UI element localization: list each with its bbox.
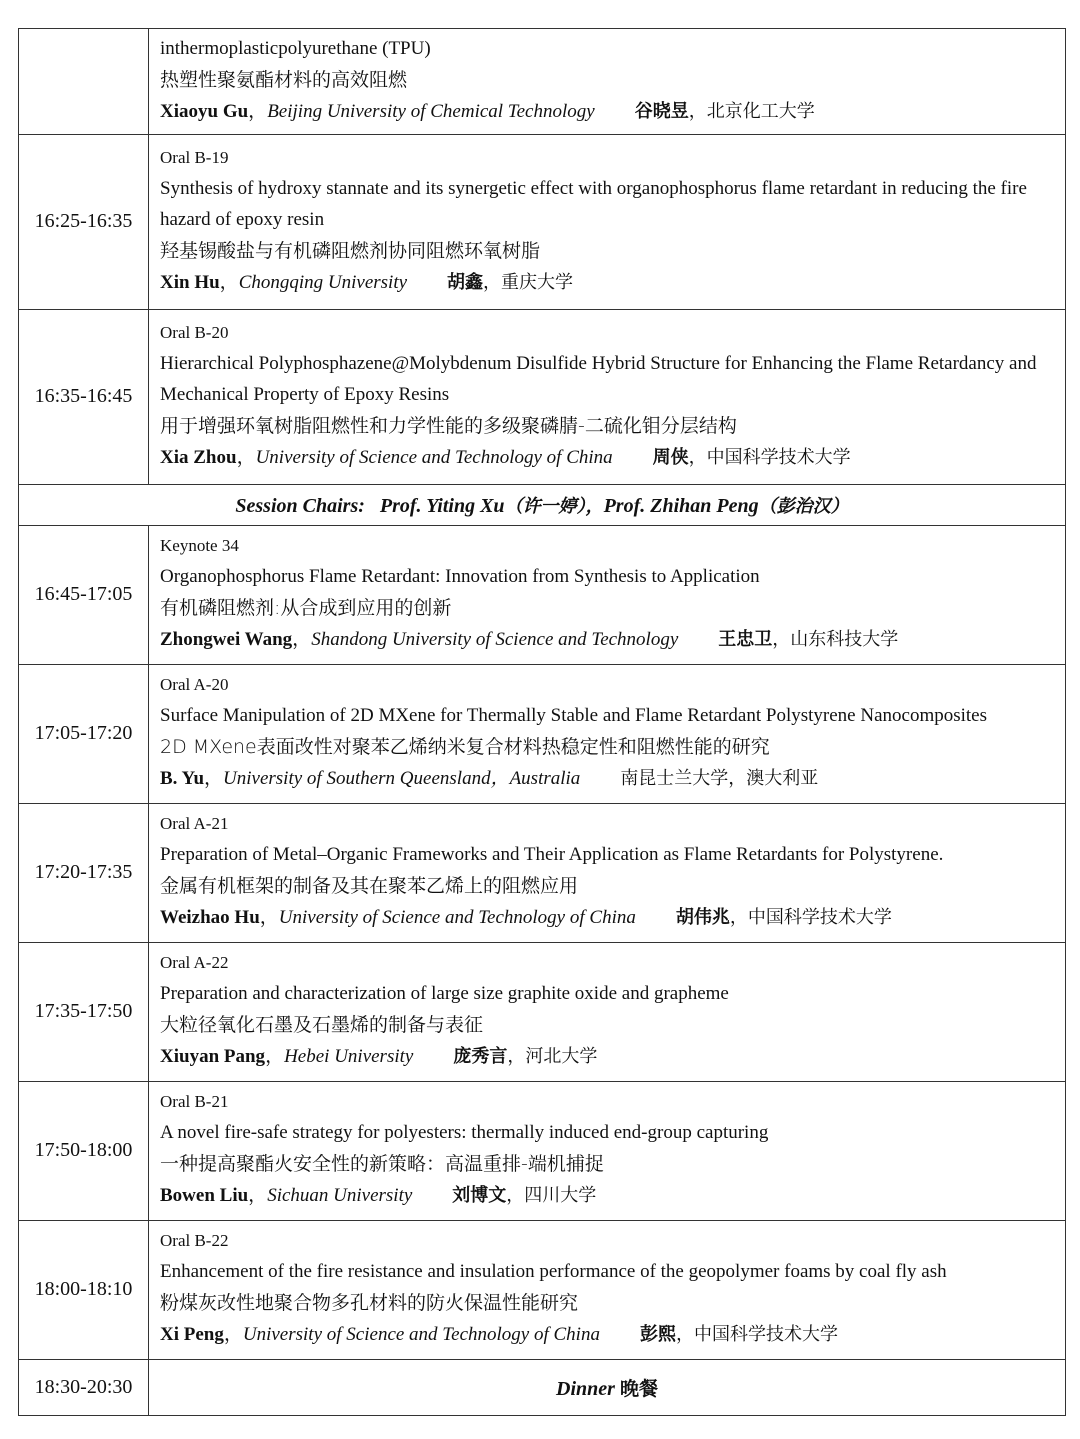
speaker-name: Xi Peng — [160, 1323, 224, 1345]
comma: ， — [204, 767, 224, 789]
speaker-affiliation: Hebei University — [284, 1045, 414, 1067]
speaker-line — [160, 267, 1055, 299]
comma: ， — [292, 628, 312, 650]
speaker-cn-name: 周侠 — [652, 446, 689, 468]
comma: ， — [265, 1045, 285, 1067]
speaker-cn — [447, 272, 573, 293]
schedule-row — [19, 1220, 1066, 1359]
schedule-row — [19, 525, 1066, 664]
speaker-affiliation: University of Science and Technology of China — [255, 446, 613, 468]
speaker-name: Weizhao Hu — [160, 906, 260, 928]
talk-title: Synthesis of hydroxy stannate and its synergetic effect with organophosphorus flame retardant in reducing the fire hazard of epoxy resin — [160, 177, 1027, 230]
talk-title-cn: 羟基锡酸盐与有机磷阻燃剂协同阻燃环氧树脂 — [160, 239, 541, 262]
schedule-row — [19, 29, 1066, 135]
talk-title-cn: 大粒径氧化石墨及石墨烯的制备与表征 — [160, 1013, 484, 1036]
speaker-cn-affiliation: 北京化工大学 — [706, 100, 815, 122]
schedule-row — [19, 664, 1066, 803]
session-chairs-row — [19, 484, 1066, 525]
talk-cell — [149, 309, 1066, 484]
speaker-cn-name: 彭熙 — [639, 1323, 676, 1345]
talk-cell — [149, 29, 1066, 135]
talk-title: Preparation and characterization of large size graphite oxide and grapheme — [160, 983, 729, 1005]
chair-2: Prof. Zhihan Peng — [603, 494, 759, 517]
comma: ， — [483, 271, 502, 293]
comma: ， — [675, 1323, 694, 1345]
speaker-name: Xiaoyu Gu — [160, 100, 249, 122]
schedule-row — [19, 803, 1066, 942]
speaker-cn-affiliation: 山东科技大学 — [790, 628, 899, 650]
speaker-name: Xiuyan Pang — [160, 1045, 266, 1067]
talk-cell — [149, 525, 1066, 664]
speaker-cn-affiliation: 中国科学技术大学 — [747, 906, 892, 928]
comma: ， — [223, 1323, 243, 1345]
comma: ， — [248, 100, 268, 122]
comma: ， — [772, 628, 791, 650]
time-cell: 16:35-16:45 — [19, 309, 149, 484]
dinner-cn: 晚餐 — [619, 1377, 658, 1400]
comma: ， — [236, 446, 256, 468]
speaker-name: Zhongwei Wang — [160, 628, 293, 650]
schedule-row — [19, 942, 1066, 1081]
talk-label: Oral A-21 — [160, 814, 229, 834]
schedule-row — [19, 309, 1066, 484]
speaker-cn-affiliation: 中国科学技术大学 — [693, 1323, 838, 1345]
speaker-cn-affiliation: 南昆士兰大学，澳大利亚 — [620, 767, 819, 789]
speaker-line — [160, 624, 1055, 656]
talk-title: inthermoplasticpolyurethane (TPU) — [160, 38, 431, 59]
talk-label: Oral B-20 — [160, 322, 229, 342]
speaker-cn-name: 胡鑫 — [447, 271, 484, 293]
speaker-cn — [640, 1324, 838, 1345]
talk-label: Oral A-22 — [160, 953, 229, 973]
dinner-en: Dinner — [556, 1377, 615, 1400]
talk-label: Keynote 34 — [160, 536, 239, 556]
speaker-cn — [676, 907, 892, 928]
time-cell: 17:50-18:00 — [19, 1081, 149, 1220]
speaker-line — [160, 442, 1055, 474]
talk-cell — [149, 1220, 1066, 1359]
talk-title: Preparation of Metal–Organic Frameworks and Their Application as Flame Retardants for Polystyrene. — [160, 844, 944, 866]
speaker-cn-name: 庞秀言 — [453, 1045, 508, 1067]
schedule-table — [18, 28, 1066, 1416]
talk-label: Oral B-22 — [160, 1231, 229, 1251]
schedule-row — [19, 1081, 1066, 1220]
comma: ， — [688, 446, 707, 468]
talk-title-cn: 金属有机框架的制备及其在聚苯乙烯上的阻燃应用 — [160, 874, 579, 897]
time-cell — [19, 29, 149, 135]
session-prefix: Session Chairs: — [235, 494, 365, 517]
talk-label: Oral B-19 — [160, 147, 229, 167]
speaker-affiliation: Sichuan University — [267, 1184, 413, 1206]
dinner-cell — [149, 1359, 1066, 1415]
talk-title-cn: 一种提高聚酯火安全性的新策略：高温重排-端机捕捉 — [160, 1152, 604, 1175]
comma: ， — [729, 906, 748, 928]
talk-title: Enhancement of the fire resistance and insulation performance of the geopolymer foams by coal fly ash — [160, 1261, 947, 1283]
speaker-cn-name: 谷晓昱 — [634, 100, 689, 122]
speaker-cn-name: 王忠卫 — [718, 628, 773, 650]
talk-title-cn: 2D MXene表面改性对聚苯乙烯纳米复合材料热稳定性和阻燃性能的研究 — [160, 735, 770, 758]
chair-1-cn: （许一婷） — [504, 495, 586, 517]
talk-title-cn: 热塑性聚氨酯材料的高效阻燃 — [160, 68, 408, 91]
time-cell: 17:35-17:50 — [19, 942, 149, 1081]
speaker-cn-affiliation: 四川大学 — [524, 1184, 597, 1206]
comma: ， — [688, 100, 707, 122]
speaker-name: Xia Zhou — [160, 446, 237, 468]
speaker-affiliation: University of Science and Technology of China — [278, 906, 636, 928]
talk-cell — [149, 1081, 1066, 1220]
time-cell: 18:00-18:10 — [19, 1220, 149, 1359]
talk-title: Hierarchical Polyphosphazene@Molybdenum Disulfide Hybrid Structure for Enhancing the Flame Retardancy and Mechanical Property of Epoxy Resins — [160, 352, 1037, 405]
session-chairs — [19, 484, 1066, 525]
speaker-affiliation: Beijing University of Chemical Technology — [267, 100, 595, 122]
talk-title-cn: 粉煤灰改性地聚合物多孔材料的防火保温性能研究 — [160, 1291, 579, 1314]
comma: ， — [219, 271, 239, 293]
talk-cell — [149, 664, 1066, 803]
talk-cell — [149, 134, 1066, 309]
schedule-row — [19, 134, 1066, 309]
talk-title-cn: 用于增强环氧树脂阻燃性和力学性能的多级聚磷腈-二硫化钼分层结构 — [160, 414, 737, 437]
talk-title: Surface Manipulation of 2D MXene for Thermally Stable and Flame Retardant Polystyrene Nanocomposites — [160, 705, 988, 727]
talk-label: Oral A-20 — [160, 675, 229, 695]
speaker-cn-affiliation: 中国科学技术大学 — [706, 446, 851, 468]
speaker-cn — [453, 1046, 597, 1067]
comma: ， — [248, 1184, 268, 1206]
comma: ， — [259, 906, 279, 928]
speaker-line — [160, 1180, 1055, 1212]
talk-cell — [149, 942, 1066, 1081]
speaker-line — [160, 763, 1055, 795]
speaker-cn — [653, 447, 851, 468]
speaker-affiliation: Chongqing University — [238, 271, 408, 293]
chair-1: Prof. Yiting Xu — [379, 494, 505, 517]
speaker-name: B. Yu — [160, 767, 205, 789]
time-cell: 17:20-17:35 — [19, 803, 149, 942]
time-cell: 17:05-17:20 — [19, 664, 149, 803]
time-cell: 18:30-20:30 — [19, 1359, 149, 1415]
comma: ， — [507, 1045, 526, 1067]
speaker-line — [160, 96, 1055, 128]
speaker-cn — [620, 768, 818, 789]
speaker-line — [160, 1041, 1055, 1073]
speaker-cn-affiliation: 河北大学 — [525, 1045, 598, 1067]
talk-label: Oral B-21 — [160, 1092, 229, 1112]
speaker-affiliation: Shandong University of Science and Technology — [311, 628, 679, 650]
time-cell: 16:25-16:35 — [19, 134, 149, 309]
speaker-name: Xin Hu — [160, 271, 220, 293]
talk-title-cn: 有机磷阻燃剂:从合成到应用的创新 — [160, 596, 452, 619]
speaker-line — [160, 902, 1055, 934]
speaker-cn — [452, 1185, 596, 1206]
comma: ， — [506, 1184, 525, 1206]
dinner-row — [19, 1359, 1066, 1415]
speaker-affiliation: University of Southern Queensland，Australia — [223, 767, 581, 789]
speaker-name: Bowen Liu — [160, 1184, 249, 1206]
talk-title: A novel fire-safe strategy for polyesters: thermally induced end-group capturing — [160, 1122, 769, 1144]
speaker-line — [160, 1319, 1055, 1351]
talk-cell — [149, 803, 1066, 942]
speaker-cn-affiliation: 重庆大学 — [501, 271, 574, 293]
talk-title: Organophosphorus Flame Retardant: Innovation from Synthesis to Application — [160, 566, 760, 588]
speaker-cn — [635, 101, 815, 122]
speaker-affiliation: University of Science and Technology of China — [242, 1323, 600, 1345]
speaker-cn — [718, 629, 898, 650]
speaker-cn-name: 刘博文 — [452, 1184, 507, 1206]
chair-2-cn: （彭治汉） — [758, 495, 849, 517]
time-cell: 16:45-17:05 — [19, 525, 149, 664]
speaker-cn-name: 胡伟兆 — [675, 906, 730, 928]
separator: ， — [585, 495, 604, 517]
